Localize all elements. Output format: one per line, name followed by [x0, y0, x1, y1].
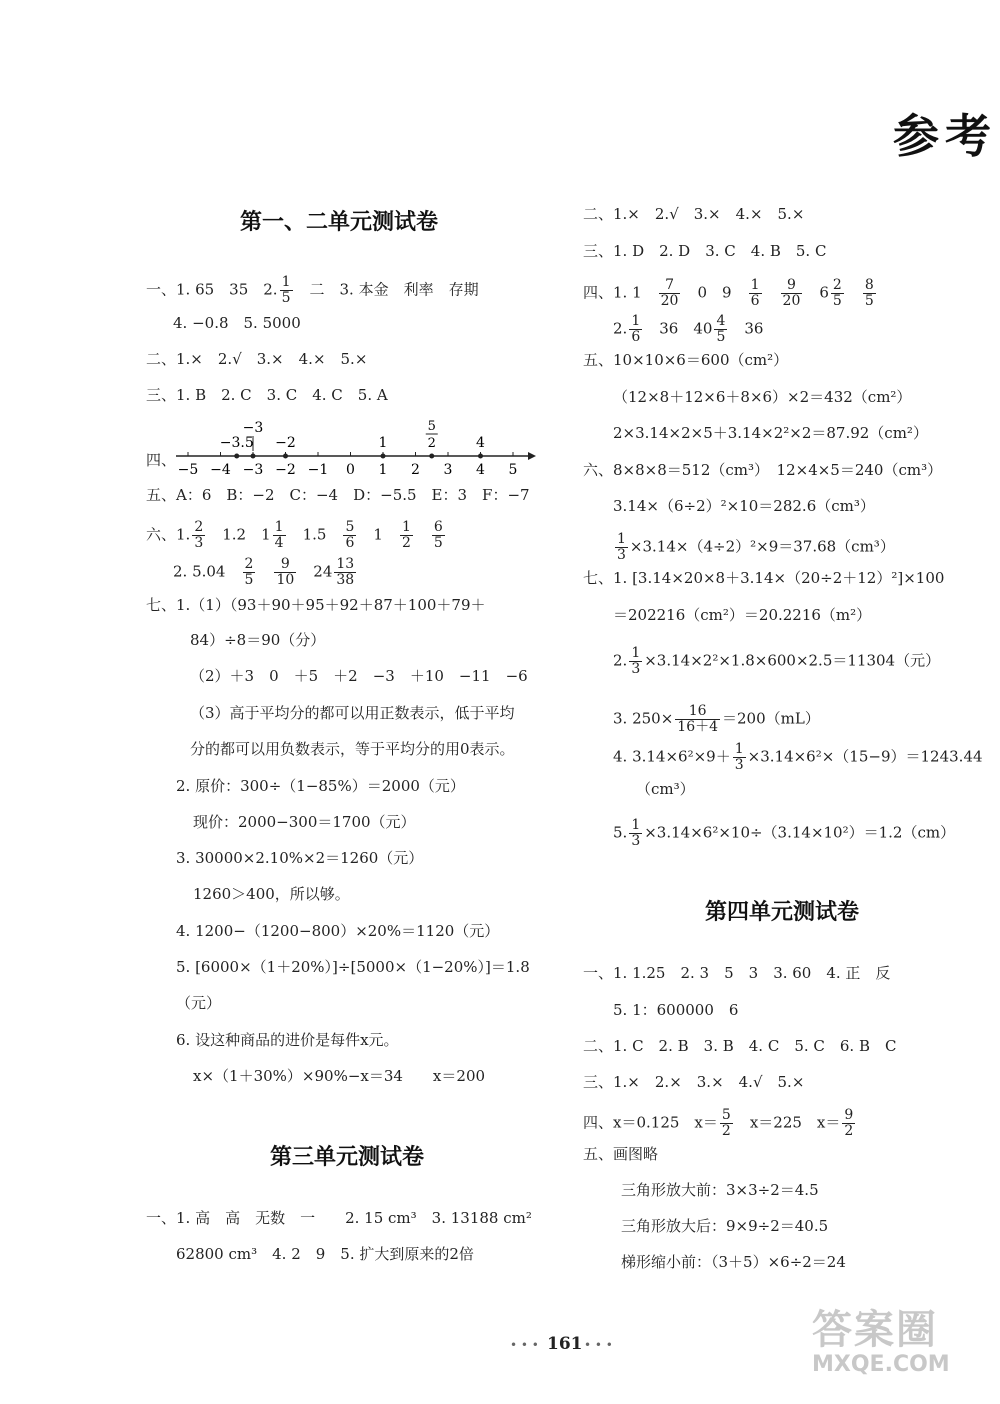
answer-line: 5. 1：600000 6	[613, 1001, 739, 1019]
answer-line: （cm³）	[636, 780, 695, 798]
answer-line: 二、1.× 2.√ 3.× 4.× 5.×	[583, 205, 805, 223]
number-line-point-label: −2	[275, 435, 296, 451]
number-line-point	[429, 454, 434, 459]
answer-line: （3）高于平均分的都可以用正数表示，低于平均	[190, 704, 515, 722]
number-line-tick-label: −2	[275, 462, 296, 478]
number-line-point	[234, 454, 239, 459]
section-title-unit-3: 第三单元测试卷	[270, 1145, 425, 1170]
number-line-tick-label: 1	[378, 462, 388, 478]
answer-line: 1260＞400，所以够。	[193, 885, 350, 903]
number-line-tick-label: −3	[242, 462, 264, 478]
answer-line: 三、1.× 2.× 3.× 4.√ 5.×	[583, 1073, 805, 1091]
answer-line: ＝202216（cm²）＝20.2216（m²）	[613, 606, 872, 624]
number-line	[140, 420, 540, 480]
section-title-unit-4: 第四单元测试卷	[705, 900, 860, 925]
number-line-point	[251, 454, 256, 459]
answer-line: 五、画图略	[583, 1145, 659, 1163]
answer-line: 6. 设这种商品的进价是每件x元。	[176, 1031, 399, 1049]
answer-line: 五、10×10×6＝600（cm²）	[583, 351, 789, 369]
number-line-point-label: −3.5	[219, 435, 254, 451]
watermark-url: MXQE.COM	[812, 1352, 950, 1377]
answer-line: 2. 5.04 $\frac{2}{5}$ $\frac{9}{10}$ 24 $\frac{13}{38}$	[173, 556, 355, 588]
number-line-point-label: 4	[476, 435, 485, 451]
number-line-point-label: 1	[378, 435, 388, 451]
answer-line: 二、1.× 2.√ 3.× 4.× 5.×	[146, 350, 368, 368]
answer-line: 2. 原价：300÷（1−85%）＝2000（元）	[176, 777, 465, 795]
number-line-tick-label: −5	[177, 462, 199, 478]
answer-line: 七、1.（1）（93＋90＋95＋92＋87＋100＋79＋	[146, 596, 486, 614]
answer-line: （元）	[176, 994, 222, 1012]
answer-line: 三、1. D 2. D 3. C 4. B 5. C	[583, 242, 827, 260]
page-ornament-left: • • •	[510, 1338, 539, 1352]
answer-line: 2. $\frac{1}{3}$ ×3.14×2²×1.8×600×2.5＝11304（元）	[613, 645, 941, 677]
number-line-tick-label: 4	[476, 462, 485, 478]
answer-line: 4. 1200−（1200−800）×20%＝1120（元）	[176, 922, 500, 940]
answer-line: 三角形放大后：9×9÷2＝40.5	[621, 1217, 829, 1235]
answer-line: 3. 250× $\frac{16}{16+4}$ ＝200（mL）	[613, 703, 820, 735]
number-line-tick-label: 0	[346, 462, 355, 478]
answer-line: 六、1. $\frac{2}{3}$ 1.2 1 $\frac{1}{4}$ 1.5 $\frac{5}{6}$ 1 $\frac{1}{2}$ $\frac{6}{5}$	[146, 519, 443, 551]
answer-line: 分的都可以用负数表示，等于平均分的用0表示。	[190, 740, 515, 758]
answer-line: 5. $\frac{1}{3}$ ×3.14×6²×10÷（3.14×10²）＝1.2（cm）	[613, 817, 956, 849]
answer-line: 二、1. C 2. B 3. B 4. C 5. C 6. B C	[583, 1037, 897, 1055]
number-line-tick-label: 5	[508, 462, 518, 478]
number-line-tick-label: 3	[443, 462, 453, 478]
answer-line: 一、1. 65 35 2. $\frac{1}{5}$ 二 3. 本金 利率 存期	[146, 274, 479, 306]
number-line-point	[478, 454, 483, 459]
number-line-fraction-numerator: 5	[427, 420, 436, 434]
number-line-tick-label: 2	[411, 462, 420, 478]
answer-line: 四、x＝0.125 x＝ $\frac{5}{2}$ x＝225 x＝ $\frac{9}{2}$	[583, 1107, 854, 1139]
answer-line: 84）÷8＝90（分）	[190, 631, 326, 649]
answer-line: 5. [6000×（1＋20%）]÷[5000×（1−20%）]＝1.8	[176, 958, 530, 976]
answer-line: 现价：2000−300＝1700（元）	[193, 813, 416, 831]
answer-line: 2×3.14×2×5＋3.14×2²×2＝87.92（cm²）	[613, 424, 928, 442]
answer-line: 四、1. 1 $\frac{7}{20}$ 0 9 $\frac{1}{6}$ $\frac{9}{20}$ 6 $\frac{2}{5}$ $\frac{8}{5}$	[583, 277, 874, 309]
answer-line: x×（1＋30%）×90%−x＝34 x＝200	[193, 1067, 486, 1085]
fraction: $\frac{1}{5}$	[281, 274, 291, 306]
answer-line: 3.14×（6÷2）²×10＝282.6（cm³）	[613, 497, 875, 515]
answer-line: 六、8×8×8＝512（cm³） 12×4×5＝240（cm³）	[583, 461, 943, 479]
page-number: 161	[547, 1334, 583, 1354]
answer-line: 2. $\frac{1}{6}$ 36 40 $\frac{4}{5}$ 36	[613, 313, 764, 345]
answer-line: 三、1. B 2. C 3. C 4. C 5. A	[146, 386, 388, 404]
answer-line: 62800 cm³ 4. 2 9 5. 扩大到原来的2倍	[176, 1245, 474, 1263]
number-line-point	[381, 454, 386, 459]
page-ornament-right: • • •	[584, 1338, 613, 1352]
page-heading: 参考	[893, 109, 997, 163]
answer-line: 一、1. 高 高 无数 一 2. 15 cm³ 3. 13188 cm²	[146, 1209, 532, 1227]
number-line-fraction-denominator: 2	[427, 436, 436, 451]
answer-line: $\frac{1}{3}$ ×3.14×（4÷2）²×9＝37.68（cm³）	[617, 531, 895, 563]
answer-line: 五、A：6 B：−2 C：−4 D：−5.5 E：3 F：−7	[146, 486, 530, 504]
number-line-point-label: −3	[242, 420, 264, 436]
watermark-logo: 答案圈	[812, 1307, 938, 1353]
answer-line: （12×8＋12×6＋8×6）×2＝432（cm²）	[613, 388, 912, 406]
answer-line: 梯形缩小前：（3＋5）×6÷2＝24	[621, 1253, 846, 1271]
answer-line: 三角形放大前：3×3÷2＝4.5	[621, 1181, 819, 1199]
answer-line: （2）＋3 0 ＋5 ＋2 −3 ＋10 −11 −6	[190, 667, 528, 685]
section-title-unit-1-2: 第一、二单元测试卷	[240, 210, 439, 235]
number-line-tick-label: −4	[210, 462, 231, 478]
answer-line: 七、1. [3.14×20×8＋3.14×（20÷2＋12）²]×100	[583, 569, 945, 587]
answer-line: 4. −0.8 5. 5000	[173, 314, 301, 332]
number-line-tick-label: −1	[307, 462, 329, 478]
answer-line: 4. 3.14×6²×9＋ $\frac{1}{3}$ ×3.14×6²×（15−9）＝1243.44	[613, 741, 983, 773]
answer-line: 一、1. 1.25 2. 3 5 3 3. 60 4. 正 反	[583, 964, 891, 982]
numline-prefix: 四、	[146, 451, 177, 469]
answer-line: 3. 30000×2.10%×2＝1260（元）	[176, 849, 424, 867]
number-line-point	[283, 454, 288, 459]
